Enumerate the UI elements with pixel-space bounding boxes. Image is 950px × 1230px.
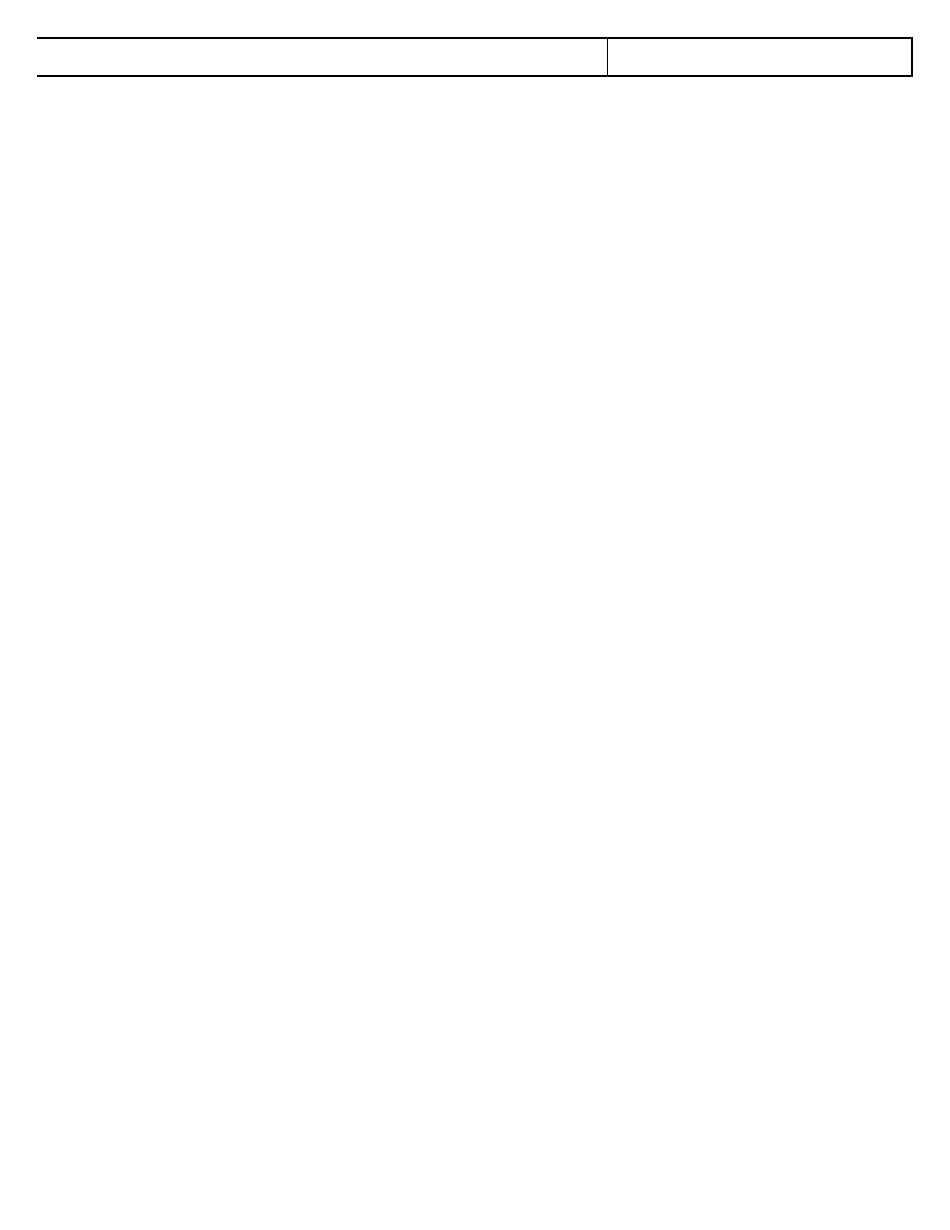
facility-id-field[interactable]: [608, 39, 911, 75]
form-page: [37, 37, 913, 82]
center-name-field[interactable]: [37, 39, 608, 75]
header-box: [37, 37, 913, 77]
